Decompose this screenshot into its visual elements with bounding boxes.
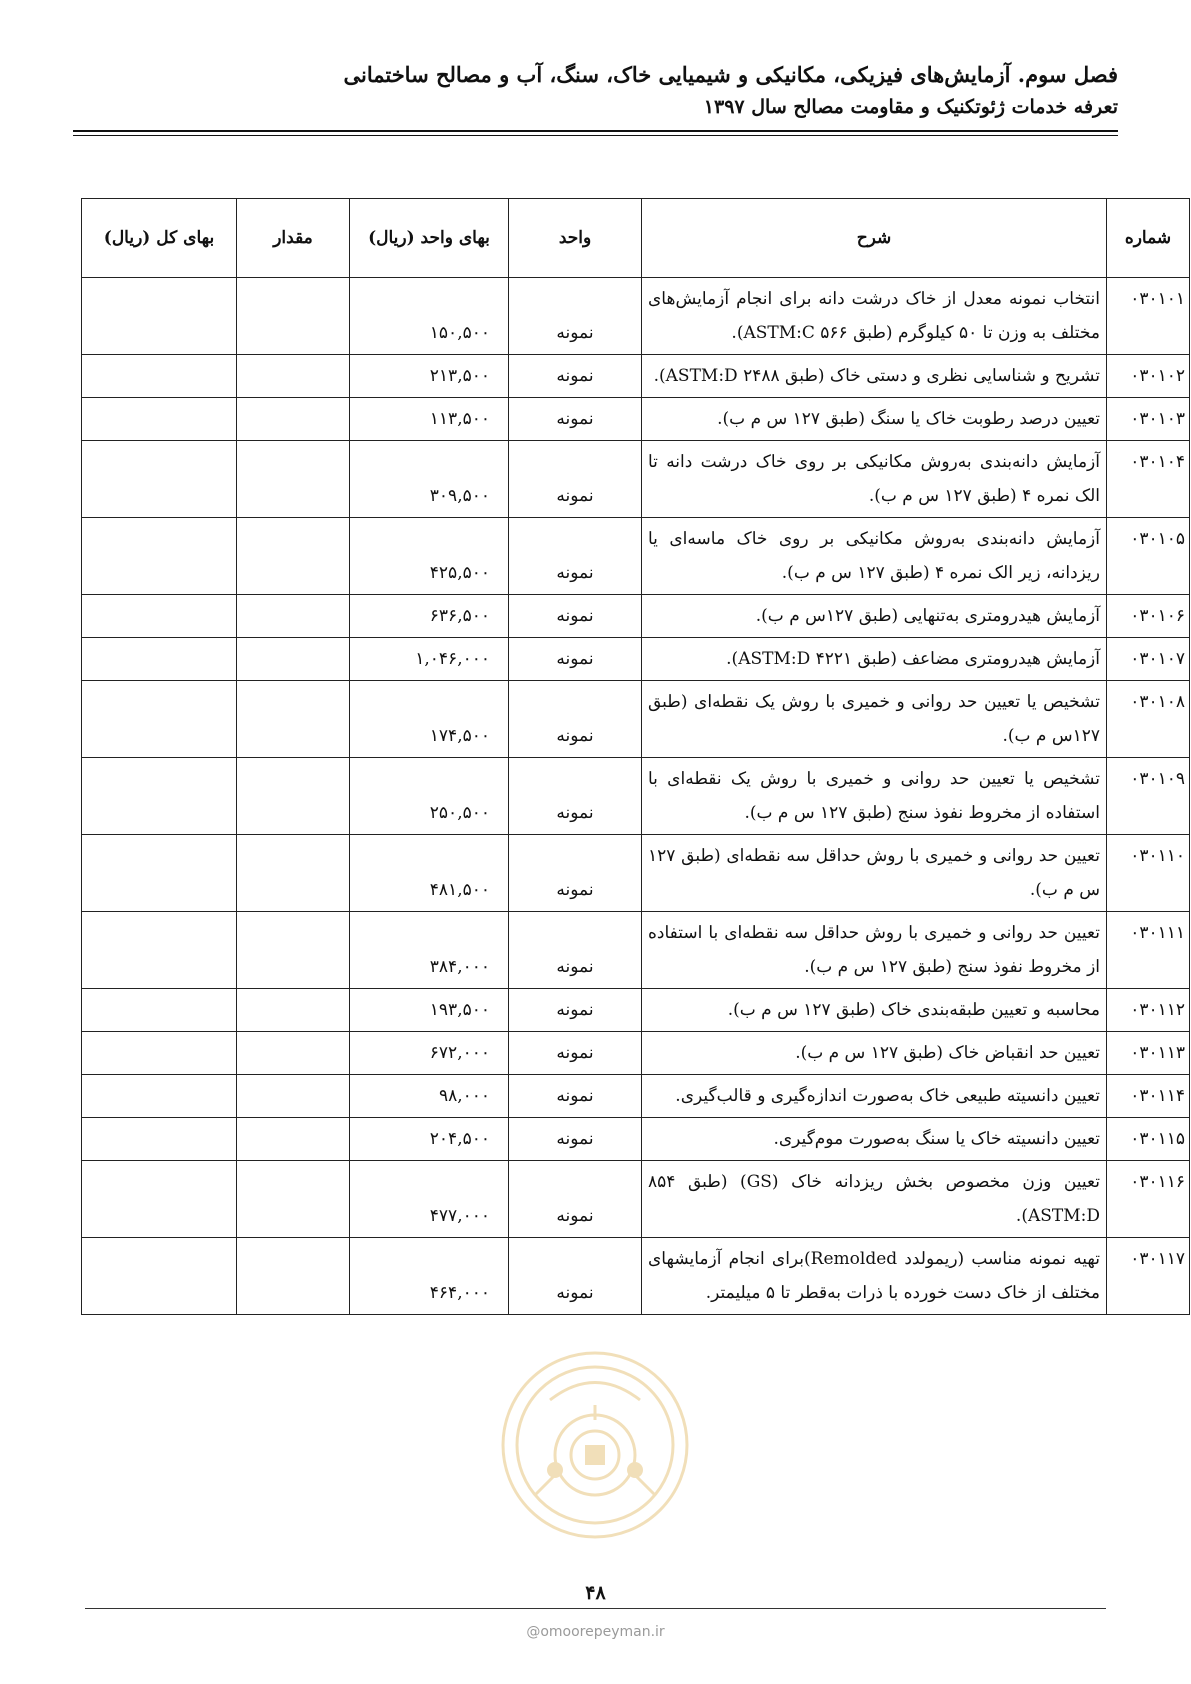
col-header-description: شرح bbox=[642, 199, 1107, 278]
table-row bbox=[82, 912, 1190, 989]
row-unit-price: ۱۵۰,۵۰۰ bbox=[350, 278, 509, 355]
row-description: تعیین درصد رطوبت خاک یا سنگ (طبق ۱۲۷ س م ب). bbox=[642, 398, 1107, 441]
website-watermark: @omoorepeyman.ir bbox=[526, 1624, 665, 1640]
row-quantity bbox=[237, 355, 350, 398]
row-total-price bbox=[82, 278, 237, 355]
page-number: ۴۸ bbox=[585, 1582, 606, 1604]
row-code: ۰۳۰۱۱۵ bbox=[1107, 1118, 1190, 1161]
row-description: انتخاب نمونه معدل از خاک درشت دانه برای انجام آزمایش‌های مختلف به وزن تا ۵۰ کیلوگرم (طبق ۵۶۶ ASTM:C). bbox=[642, 278, 1107, 355]
row-quantity bbox=[237, 1032, 350, 1075]
row-total-price bbox=[82, 1161, 237, 1238]
row-quantity bbox=[237, 638, 350, 681]
row-unit: نمونه bbox=[509, 398, 642, 441]
row-total-price bbox=[82, 398, 237, 441]
row-code: ۰۳۰۱۱۴ bbox=[1107, 1075, 1190, 1118]
row-unit: نمونه bbox=[509, 1238, 642, 1315]
row-code: ۰۳۰۱۱۲ bbox=[1107, 989, 1190, 1032]
row-unit: نمونه bbox=[509, 638, 642, 681]
row-unit: نمونه bbox=[509, 518, 642, 595]
col-header-quantity: مقدار bbox=[237, 199, 350, 278]
row-unit-price: ۴۲۵,۵۰۰ bbox=[350, 518, 509, 595]
row-description: آزمایش دانه‌بندی به‌روش مکانیکی بر روی خاک ماسه‌ای یا ریزدانه، زیر الک نمره ۴ (طبق ۱۲۷ س م ب). bbox=[642, 518, 1107, 595]
row-unit-price: ۱,۰۴۶,۰۰۰ bbox=[350, 638, 509, 681]
row-quantity bbox=[237, 989, 350, 1032]
row-quantity bbox=[237, 681, 350, 758]
table-row bbox=[82, 1118, 1190, 1161]
row-total-price bbox=[82, 441, 237, 518]
table-row bbox=[82, 278, 1190, 355]
row-unit: نمونه bbox=[509, 758, 642, 835]
row-total-price bbox=[82, 835, 237, 912]
row-unit: نمونه bbox=[509, 989, 642, 1032]
row-unit: نمونه bbox=[509, 595, 642, 638]
page-header bbox=[73, 58, 1118, 122]
row-total-price bbox=[82, 1032, 237, 1075]
row-description: تعیین دانسیته طبیعی خاک به‌صورت اندازه‌گیری و قالب‌گیری. bbox=[642, 1075, 1107, 1118]
row-description: آزمایش دانه‌بندی به‌روش مکانیکی بر روی خاک درشت دانه تا الک نمره ۴ (طبق ۱۲۷ س م ب). bbox=[642, 441, 1107, 518]
col-header-unit: واحد bbox=[509, 199, 642, 278]
row-unit-price: ۱۱۳,۵۰۰ bbox=[350, 398, 509, 441]
row-description: آزمایش هیدرومتری به‌تنهایی (طبق ۱۲۷س م ب). bbox=[642, 595, 1107, 638]
row-unit-price: ۹۸,۰۰۰ bbox=[350, 1075, 509, 1118]
row-total-price bbox=[82, 355, 237, 398]
row-quantity bbox=[237, 1118, 350, 1161]
row-unit: نمونه bbox=[509, 1032, 642, 1075]
row-quantity bbox=[237, 1075, 350, 1118]
row-total-price bbox=[82, 1075, 237, 1118]
tariff-table bbox=[81, 198, 1190, 1315]
table-row bbox=[82, 441, 1190, 518]
seal-watermark-icon bbox=[495, 1345, 695, 1545]
row-unit-price: ۲۵۰,۵۰۰ bbox=[350, 758, 509, 835]
row-code: ۰۳۰۱۰۲ bbox=[1107, 355, 1190, 398]
col-header-total-price: بهای کل (ریال) bbox=[82, 199, 237, 278]
row-unit-price: ۳۸۴,۰۰۰ bbox=[350, 912, 509, 989]
row-unit: نمونه bbox=[509, 1161, 642, 1238]
row-unit: نمونه bbox=[509, 355, 642, 398]
row-code: ۰۳۰۱۰۱ bbox=[1107, 278, 1190, 355]
row-code: ۰۳۰۱۱۷ bbox=[1107, 1238, 1190, 1315]
row-unit: نمونه bbox=[509, 1118, 642, 1161]
chapter-title: فصل سوم. آزمایش‌های فیزیکی، مکانیکی و شیمیایی خاک، سنگ، آب و مصالح ساختمانی bbox=[343, 62, 1118, 87]
row-description: تشخیص یا تعیین حد روانی و خمیری با روش یک نقطه‌ای با استفاده از مخروط نفوذ سنج (طبق ۱۲۷ س م ب). bbox=[642, 758, 1107, 835]
row-total-price bbox=[82, 758, 237, 835]
row-total-price bbox=[82, 1238, 237, 1315]
row-quantity bbox=[237, 518, 350, 595]
row-quantity bbox=[237, 1161, 350, 1238]
row-quantity bbox=[237, 278, 350, 355]
row-total-price bbox=[82, 681, 237, 758]
header-rule-thin bbox=[73, 135, 1118, 136]
row-description: تعیین حد روانی و خمیری با روش حداقل سه نقطه‌ای با استفاده از مخروط نفوذ سنج (طبق ۱۲۷ س م ب). bbox=[642, 912, 1107, 989]
row-unit-price: ۲۱۳,۵۰۰ bbox=[350, 355, 509, 398]
table-row bbox=[82, 989, 1190, 1032]
row-unit: نمونه bbox=[509, 441, 642, 518]
row-description: تشخیص یا تعیین حد روانی و خمیری با روش یک نقطه‌ای (طبق ۱۲۷س م ب). bbox=[642, 681, 1107, 758]
table-row bbox=[82, 518, 1190, 595]
col-header-unit-price: بهای واحد (ریال) bbox=[350, 199, 509, 278]
row-description: تشریح و شناسایی نظری و دستی خاک (طبق ۲۴۸۸ ASTM:D). bbox=[642, 355, 1107, 398]
row-unit-price: ۱۷۴,۵۰۰ bbox=[350, 681, 509, 758]
table-row bbox=[82, 1075, 1190, 1118]
header-rule-thick bbox=[73, 130, 1118, 132]
row-quantity bbox=[237, 912, 350, 989]
col-header-code: شماره bbox=[1107, 199, 1190, 278]
row-description: تهیه نمونه مناسب (ریمولدد Remolded)برای انجام آزمایشهای مختلف از خاک دست خورده با ذرات به‌قطر تا ۵ میلیمتر. bbox=[642, 1238, 1107, 1315]
row-description: آزمایش هیدرومتری مضاعف (طبق ۴۲۲۱ ASTM:D). bbox=[642, 638, 1107, 681]
row-total-price bbox=[82, 989, 237, 1032]
row-description: تعیین حد روانی و خمیری با روش حداقل سه نقطه‌ای (طبق ۱۲۷ س م ب). bbox=[642, 835, 1107, 912]
row-total-price bbox=[82, 1118, 237, 1161]
table-row bbox=[82, 398, 1190, 441]
row-unit: نمونه bbox=[509, 835, 642, 912]
row-total-price bbox=[82, 595, 237, 638]
table-row bbox=[82, 1238, 1190, 1315]
table-header-row bbox=[82, 199, 1190, 278]
row-unit-price: ۴۷۷,۰۰۰ bbox=[350, 1161, 509, 1238]
row-unit-price: ۱۹۳,۵۰۰ bbox=[350, 989, 509, 1032]
row-description: تعیین حد انقباض خاک (طبق ۱۲۷ س م ب). bbox=[642, 1032, 1107, 1075]
row-code: ۰۳۰۱۱۳ bbox=[1107, 1032, 1190, 1075]
row-unit-price: ۶۷۲,۰۰۰ bbox=[350, 1032, 509, 1075]
row-code: ۰۳۰۱۱۱ bbox=[1107, 912, 1190, 989]
row-code: ۰۳۰۱۱۰ bbox=[1107, 835, 1190, 912]
table-row bbox=[82, 1161, 1190, 1238]
table-row bbox=[82, 681, 1190, 758]
row-unit-price: ۳۰۹,۵۰۰ bbox=[350, 441, 509, 518]
row-total-price bbox=[82, 912, 237, 989]
row-quantity bbox=[237, 441, 350, 518]
table-row bbox=[82, 638, 1190, 681]
row-unit-price: ۶۳۶,۵۰۰ bbox=[350, 595, 509, 638]
row-quantity bbox=[237, 1238, 350, 1315]
table-body bbox=[82, 278, 1190, 1315]
row-unit-price: ۴۸۱,۵۰۰ bbox=[350, 835, 509, 912]
row-quantity bbox=[237, 758, 350, 835]
table-row bbox=[82, 1032, 1190, 1075]
row-unit-price: ۲۰۴,۵۰۰ bbox=[350, 1118, 509, 1161]
row-quantity bbox=[237, 835, 350, 912]
row-unit: نمونه bbox=[509, 278, 642, 355]
table-row bbox=[82, 758, 1190, 835]
row-unit-price: ۴۶۴,۰۰۰ bbox=[350, 1238, 509, 1315]
footer-rule bbox=[85, 1608, 1106, 1609]
row-code: ۰۳۰۱۰۳ bbox=[1107, 398, 1190, 441]
row-code: ۰۳۰۱۰۷ bbox=[1107, 638, 1190, 681]
row-code: ۰۳۰۱۰۹ bbox=[1107, 758, 1190, 835]
row-description: محاسبه و تعیین طبقه‌بندی خاک (طبق ۱۲۷ س م ب). bbox=[642, 989, 1107, 1032]
table-row bbox=[82, 355, 1190, 398]
row-code: ۰۳۰۱۰۵ bbox=[1107, 518, 1190, 595]
row-unit: نمونه bbox=[509, 912, 642, 989]
table-row bbox=[82, 835, 1190, 912]
row-unit: نمونه bbox=[509, 1075, 642, 1118]
row-code: ۰۳۰۱۰۴ bbox=[1107, 441, 1190, 518]
row-code: ۰۳۰۱۱۶ bbox=[1107, 1161, 1190, 1238]
row-description: تعیین دانسیته خاک یا سنگ به‌صورت موم‌گیری. bbox=[642, 1118, 1107, 1161]
table-row bbox=[82, 595, 1190, 638]
document-title: تعرفه خدمات ژئوتکنیک و مقاومت مصالح سال ۱۳۹۷ bbox=[703, 96, 1118, 118]
row-quantity bbox=[237, 398, 350, 441]
row-total-price bbox=[82, 518, 237, 595]
row-code: ۰۳۰۱۰۶ bbox=[1107, 595, 1190, 638]
row-total-price bbox=[82, 638, 237, 681]
row-description: تعیین وزن مخصوص بخش ریزدانه خاک (GS) (طبق ۸۵۴ ASTM:D). bbox=[642, 1161, 1107, 1238]
row-quantity bbox=[237, 595, 350, 638]
row-unit: نمونه bbox=[509, 681, 642, 758]
row-code: ۰۳۰۱۰۸ bbox=[1107, 681, 1190, 758]
